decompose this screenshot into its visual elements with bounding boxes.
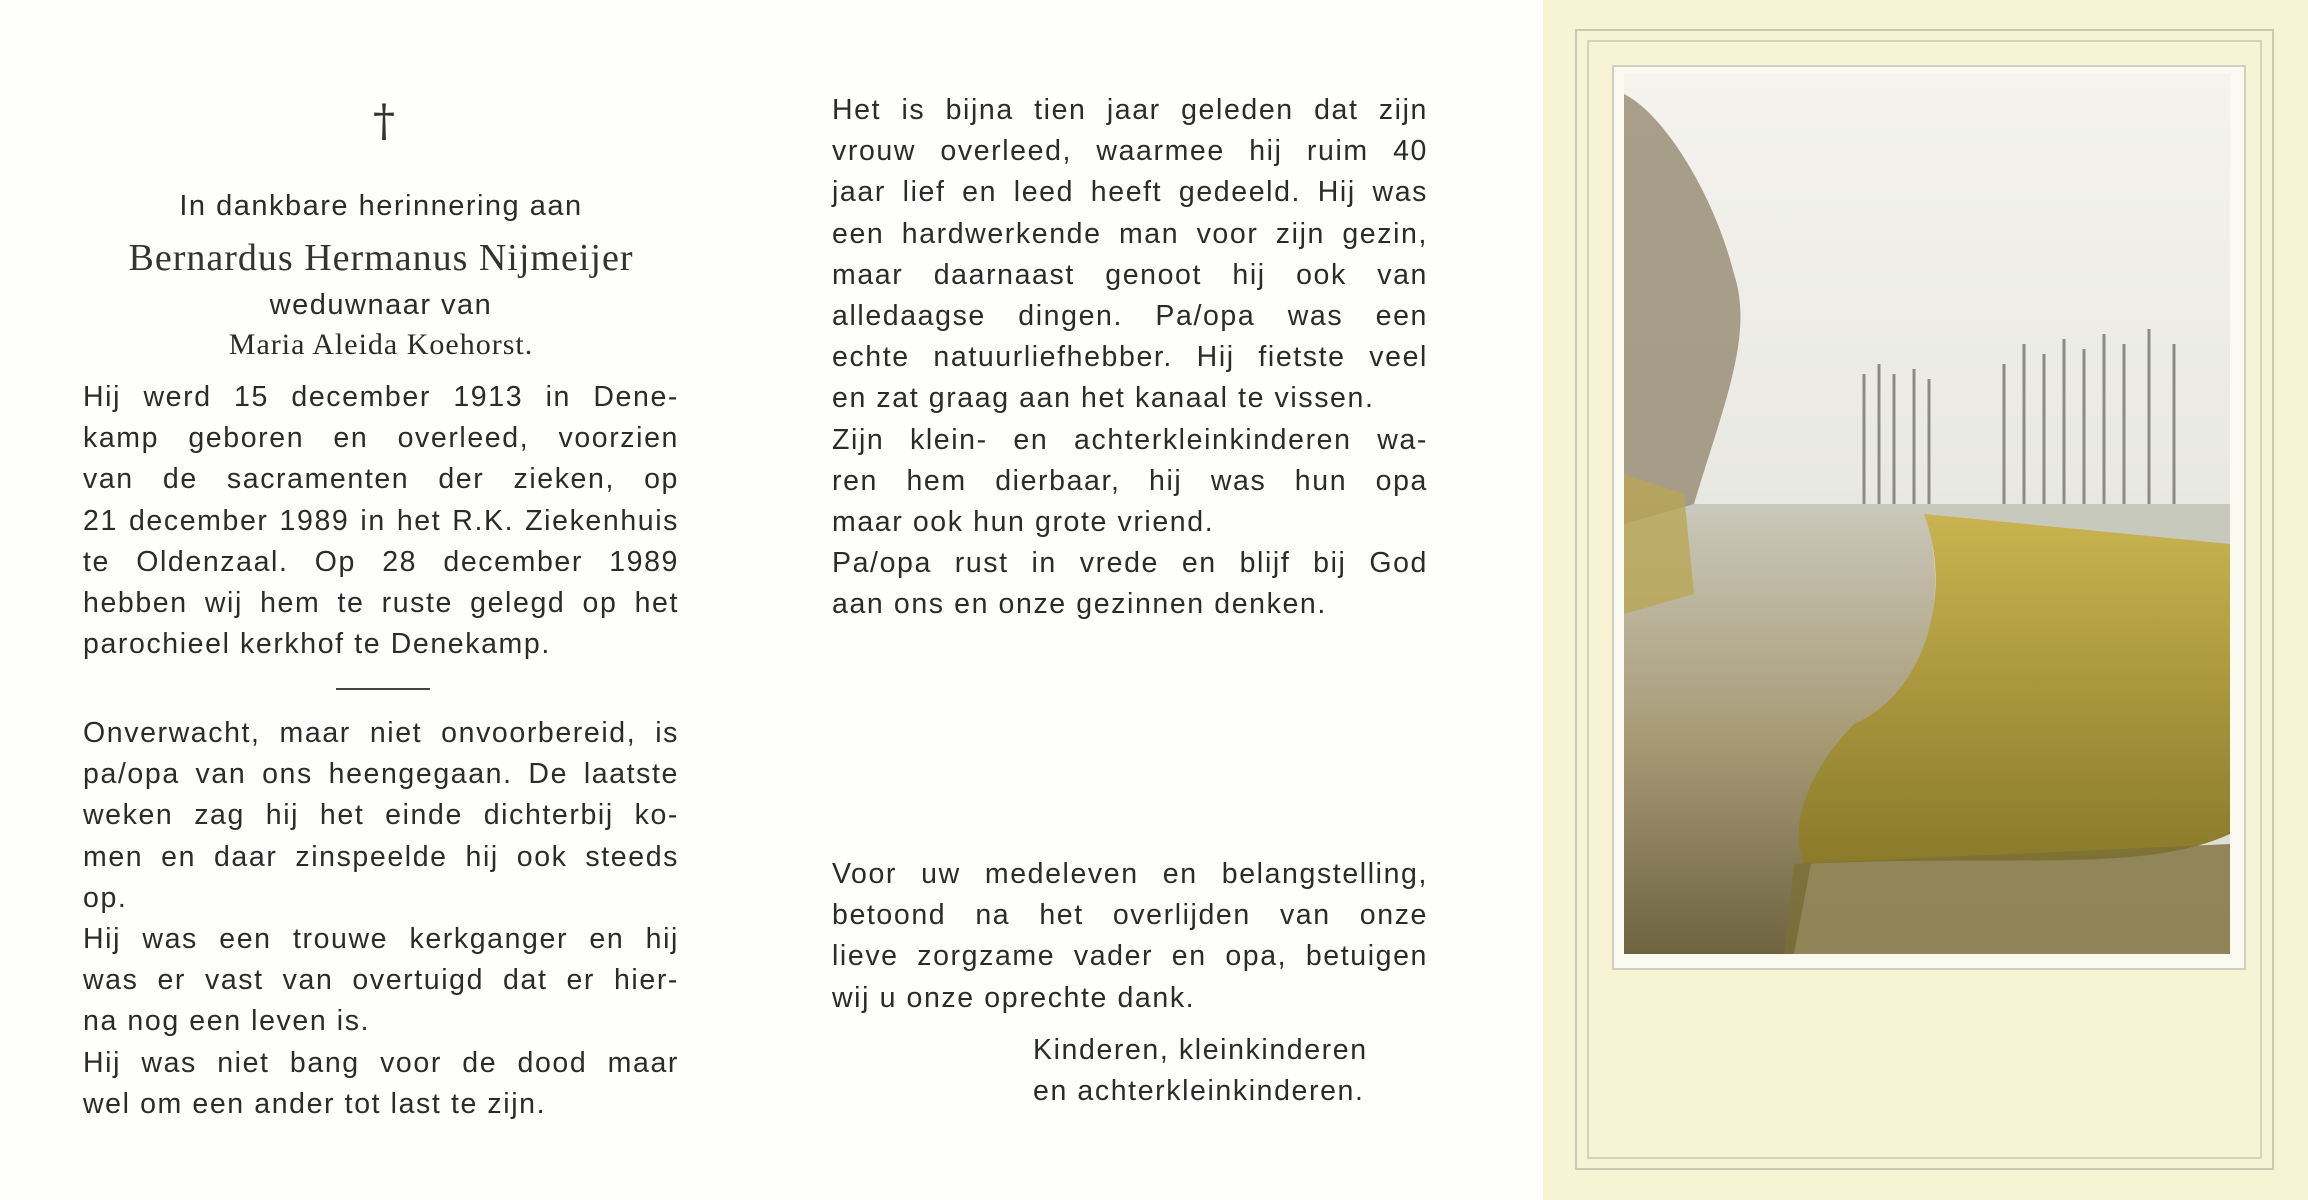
text-line: en achterkleinkinderen.: [1033, 1075, 1365, 1108]
text-line: jaar lief en leed heeft gedeeld. Hij was: [832, 176, 1428, 209]
text-line: alledaagse dingen. Pa/opa was een: [832, 299, 1428, 332]
text-line: pa/opa van ons heengegaan. De laatste: [83, 758, 679, 791]
text-line: en zat graag aan het kanaal te vissen.: [832, 382, 1375, 415]
signature: [1033, 1030, 1433, 1112]
text-line: Zijn klein- en achterkleinkinderen wa-: [832, 423, 1428, 456]
biography-paragraph: [83, 377, 679, 665]
text-line: Pa/opa rust in vrede en blijf bij God: [832, 547, 1428, 580]
text-line: 21 december 1989 in het R.K. Ziekenhuis: [83, 504, 679, 537]
text-line: maar ook hun grote vriend.: [832, 505, 1215, 538]
memories-paragraph: [832, 90, 1428, 625]
thanks-paragraph: [832, 854, 1428, 1019]
reflection-paragraph: [83, 713, 679, 1125]
text-line: Onverwacht, maar niet onvoorbereid, is: [83, 717, 679, 749]
deceased-name: Bernardus Hermanus Nijmeijer: [128, 237, 634, 279]
text-line: Het is bijna tien jaar geleden dat zijn: [832, 94, 1428, 126]
canal-landscape-photo: [1624, 74, 2230, 954]
text-line: lieve zorgzame vader en opa, betuigen: [832, 940, 1428, 973]
text-line: wij u onze oprechte dank.: [832, 981, 1196, 1014]
intro-text: In dankbare herinnering aan: [179, 190, 583, 222]
relation-text: weduwnaar van: [269, 289, 493, 321]
text-line: weken zag hij het einde dichterbij ko-: [83, 799, 679, 832]
divider: [336, 688, 430, 690]
text-line: parochieel kerkhof te Denekamp.: [83, 628, 551, 661]
cross-icon: †: [373, 96, 395, 147]
text-line: was er vast van overtuigd dat er hier-: [83, 964, 679, 997]
text-line: echte natuurliefhebber. Hij fietste veel: [832, 341, 1428, 374]
text-line: kamp geboren en overleed, voorzien: [83, 422, 679, 455]
text-line: Hij was een trouwe kerkganger en hij: [83, 922, 679, 955]
text-line: Kinderen, kleinkinderen: [1033, 1034, 1368, 1066]
text-line: ren hem dierbaar, hij was hun opa: [832, 464, 1428, 497]
text-line: Hij was niet bang voor de dood maar: [83, 1046, 679, 1079]
text-line: een hardwerkende man voor zijn gezin,: [832, 217, 1428, 250]
text-line: na nog een leven is.: [83, 1005, 371, 1038]
text-line: op.: [83, 881, 128, 914]
text-line: betoond na het overlijden van onze: [832, 899, 1428, 932]
text-line: aan ons en onze gezinnen denken.: [832, 588, 1327, 621]
spouse-name: Maria Aleida Koehorst.: [228, 328, 534, 361]
text-line: maar daarnaast genoot hij ook van: [832, 258, 1428, 291]
text-line: vrouw overleed, waarmee hij ruim 40: [832, 135, 1428, 168]
left-reeds: [1624, 474, 1694, 614]
text-line: men en daar zinspeelde hij ook steeds: [83, 840, 679, 873]
text-line: te Oldenzaal. Op 28 december 1989: [83, 545, 679, 578]
text-line: van de sacramenten der zieken, op: [83, 463, 679, 496]
text-line: Voor uw medeleven en belangstelling,: [832, 858, 1428, 890]
text-line: Hij werd 15 december 1913 in Dene-: [83, 381, 679, 413]
text-line: wel om een ander tot last te zijn.: [83, 1087, 547, 1120]
text-line: hebben wij hem te ruste gelegd op het: [83, 586, 679, 619]
